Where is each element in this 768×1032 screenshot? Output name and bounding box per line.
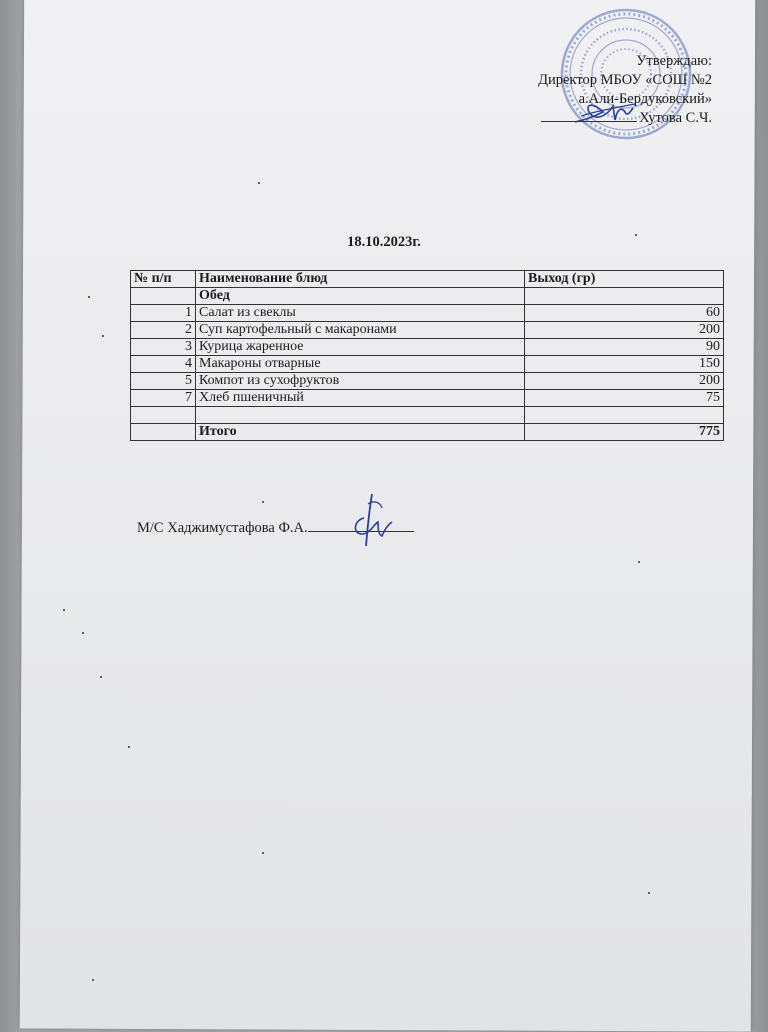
table-row — [131, 322, 724, 339]
row-output: 150 — [525, 356, 724, 373]
header-output: Выход (гр) — [525, 271, 724, 288]
table-cell — [525, 288, 724, 305]
approval-signature-line — [538, 109, 712, 128]
row-number: 7 — [131, 390, 196, 407]
row-number: 1 — [131, 305, 196, 322]
row-number: 5 — [131, 373, 196, 390]
approval-signatory-name: Хутова С.Ч. — [639, 110, 712, 126]
row-dish-name: Суп картофельный с макаронами — [196, 322, 525, 339]
paper-speck — [262, 852, 264, 854]
table-cell — [525, 407, 724, 424]
paper-speck — [92, 979, 94, 981]
table-cell — [196, 407, 525, 424]
paper-speck — [63, 609, 65, 611]
table-row — [131, 339, 724, 356]
approval-director-title: Директор МБОУ «СОШ №2 — [538, 72, 712, 88]
paper-speck — [128, 746, 130, 748]
menu-table — [130, 270, 724, 441]
table-cell — [131, 288, 196, 305]
row-output: 200 — [525, 322, 724, 339]
approval-block — [538, 52, 712, 128]
header-dish-name: Наименование блюд — [196, 271, 525, 288]
row-dish-name: Компот из сухофруктов — [196, 373, 525, 390]
row-dish-name: Макароны отварные — [196, 356, 525, 373]
total-label: Итого — [196, 424, 525, 441]
row-number: 4 — [131, 356, 196, 373]
paper-speck — [262, 501, 264, 503]
section-row — [131, 288, 724, 305]
paper-speck — [88, 296, 90, 298]
section-label: Обед — [196, 288, 525, 305]
row-output: 200 — [525, 373, 724, 390]
paper-speck — [102, 335, 104, 337]
table-row — [131, 356, 724, 373]
row-output: 60 — [525, 305, 724, 322]
table-row — [131, 305, 724, 322]
paper-speck — [82, 632, 84, 634]
row-dish-name: Хлеб пшеничный — [196, 390, 525, 407]
row-output: 90 — [525, 339, 724, 356]
row-number: 2 — [131, 322, 196, 339]
paper-speck — [100, 676, 102, 678]
header-number: № п/п — [131, 271, 196, 288]
table-cell — [131, 407, 196, 424]
row-dish-name: Курица жаренное — [196, 339, 525, 356]
table-cell — [131, 424, 196, 441]
paper-speck — [638, 561, 640, 563]
approval-heading: Утверждаю: — [636, 53, 712, 69]
signature-underline — [541, 121, 637, 122]
table-row — [131, 373, 724, 390]
total-row — [131, 424, 724, 441]
paper-speck — [648, 892, 650, 894]
row-dish-name: Салат из свеклы — [196, 305, 525, 322]
row-output: 75 — [525, 390, 724, 407]
total-value: 775 — [525, 424, 724, 441]
paper-speck — [635, 234, 637, 236]
nurse-name: М/С Хаджимустафова Ф.А. — [137, 520, 308, 536]
paper-speck — [258, 182, 260, 184]
approval-school-location: а.Али-Бердуковский» — [578, 91, 712, 107]
row-number: 3 — [131, 339, 196, 356]
empty-row — [131, 407, 724, 424]
menu-date: 18.10.2023г. — [347, 234, 421, 250]
nurse-signature — [348, 492, 394, 548]
table-header-row — [131, 271, 724, 288]
table-row — [131, 390, 724, 407]
